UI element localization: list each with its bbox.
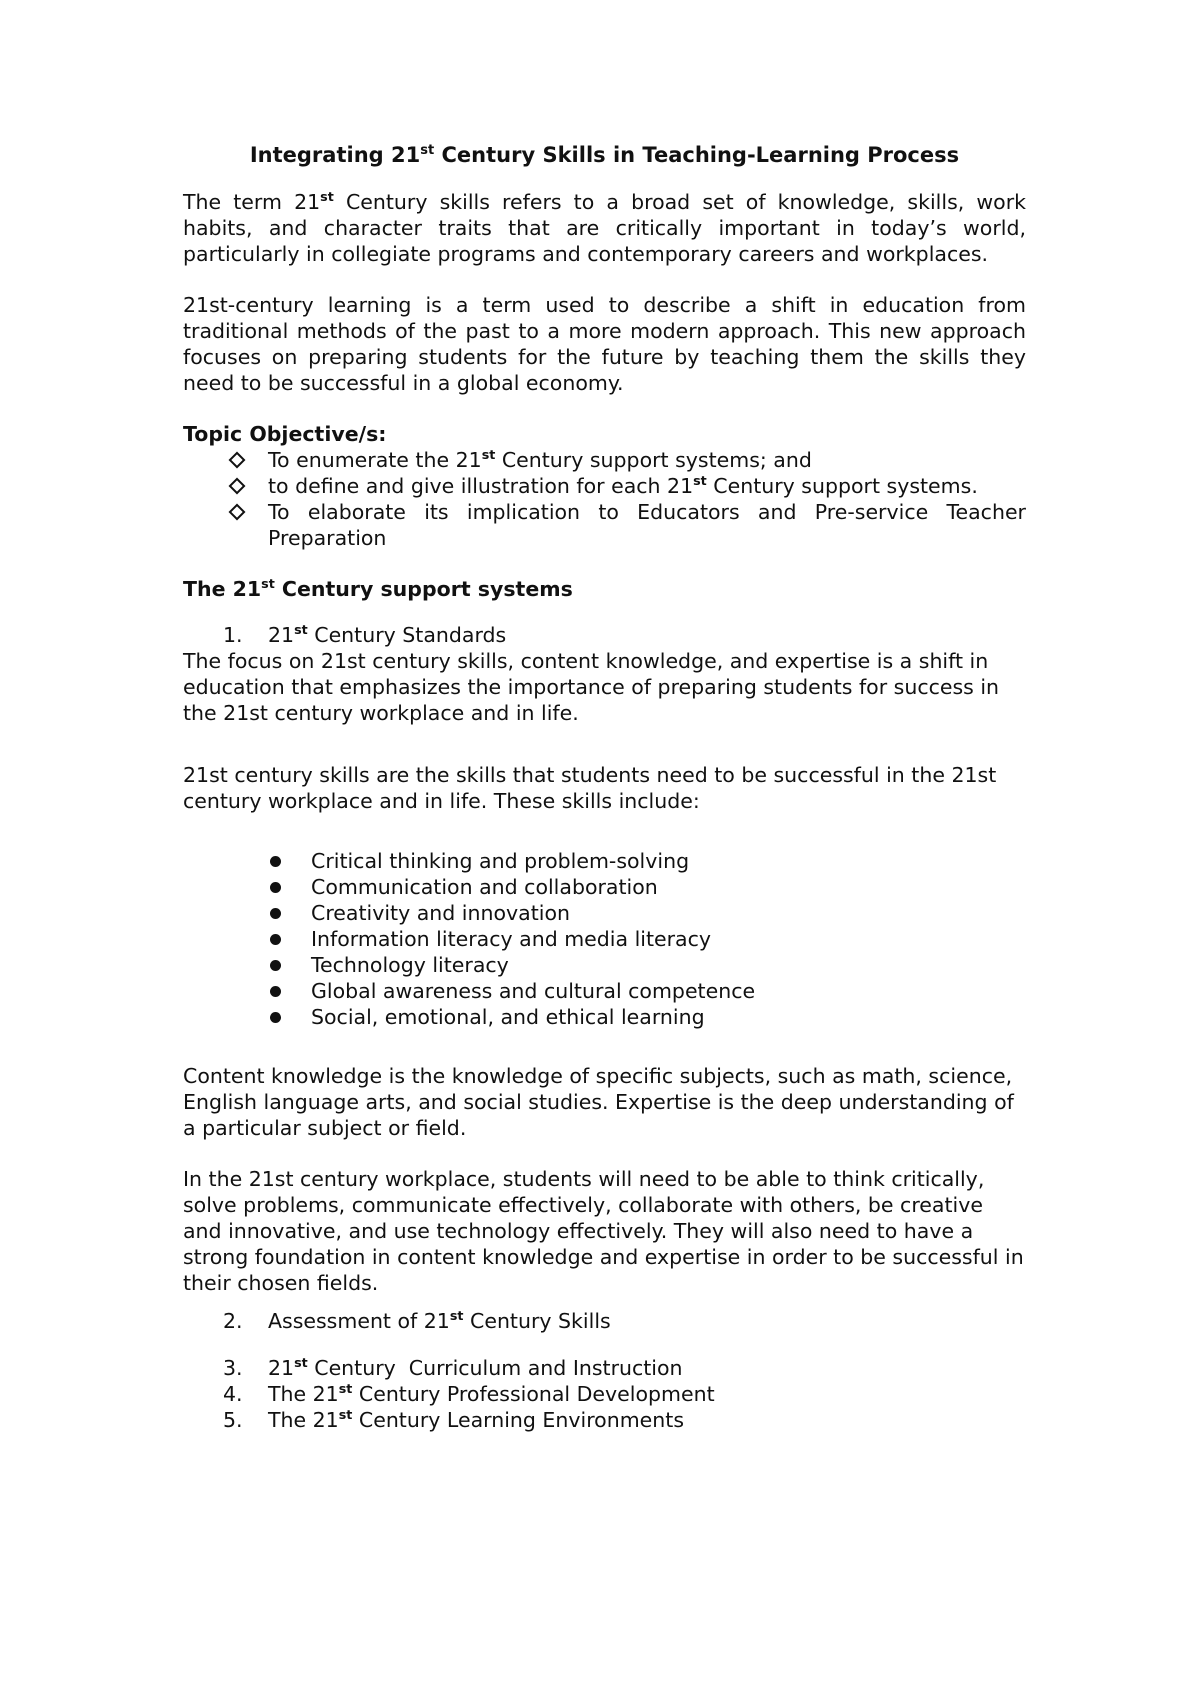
skill-item: Social, emotional, and ethical learning: [183, 1004, 1026, 1030]
numbered-item-1: 1. 21st Century Standards: [223, 622, 507, 647]
workplace-paragraph: In the 21st century workplace, students will need to be able to think critically, solve problems, communicate effectively, collaborate with others, be creative and innovative, and use technology effectively. They will also need to have a strong foundation in content knowledge and expertise in order to be successful in their chosen fields.: [183, 1167, 1024, 1295]
numbered-item-3: 3. 21st Century Curriculum and Instruction: [223, 1355, 683, 1380]
skill-item: Global awareness and cultural competence: [183, 978, 1026, 1004]
intro-paragraph-1: The term 21st Century skills refers to a broad set of knowledge, skills, work habits, and character traits that are critically important in today’s world, particularly in collegiate programs and contemporary careers and workplaces.: [183, 189, 1026, 266]
bullet-icon: [270, 986, 281, 997]
skill-item: Technology literacy: [183, 952, 1026, 978]
numbered-item-4: 4. The 21st Century Professional Development: [223, 1381, 715, 1406]
content-knowledge-paragraph: Content knowledge is the knowledge of specific subjects, such as math, science, English language arts, and social studies. Expertise is the deep understanding of a particular subject or field.: [183, 1064, 1014, 1140]
objectives-list: [183, 447, 1026, 551]
bullet-icon: [270, 856, 281, 867]
skill-item: Critical thinking and problem-solving: [183, 848, 1026, 874]
skills-list: [183, 848, 1026, 1030]
objective-item: to define and give illustration for each 21st Century support systems.: [183, 473, 1026, 499]
numbered-item-2: 2. Assessment of 21st Century Skills: [223, 1308, 611, 1333]
skill-item: Communication and collaboration: [183, 874, 1026, 900]
skills-paragraph: 21st century skills are the skills that students need to be successful in the 21st century workplace and in life. These skills include:: [183, 763, 997, 813]
diamond-bullet-icon: [229, 504, 246, 521]
diamond-bullet-icon: [229, 452, 246, 469]
bullet-icon: [270, 960, 281, 971]
objective-item: To enumerate the 21st Century support systems; and: [183, 447, 1026, 473]
support-systems-heading: The 21st Century support systems: [183, 576, 573, 601]
bullet-icon: [270, 908, 281, 919]
skill-item: Information literacy and media literacy: [183, 926, 1026, 952]
objective-item: To elaborate its implication to Educators and Pre-service Teacher Preparation: [183, 499, 1026, 551]
skill-item: Creativity and innovation: [183, 900, 1026, 926]
diamond-bullet-icon: [229, 478, 246, 495]
bullet-icon: [270, 934, 281, 945]
focus-paragraph: The focus on 21st century skills, content knowledge, and expertise is a shift in education that emphasizes the importance of preparing students for success in the 21st century workplace and in life.: [183, 649, 1000, 725]
numbered-item-5: 5. The 21st Century Learning Environments: [223, 1407, 685, 1432]
intro-paragraph-2: 21st-century learning is a term used to describe a shift in education from traditional methods of the past to a more modern approach. This new approach focuses on preparing students for the future by teaching them the skills they need to be successful in a global economy.: [183, 293, 1026, 395]
document-body: [183, 142, 1026, 1433]
document-title: Integrating 21st Century Skills in Teaching-Learning Process: [249, 142, 960, 167]
bullet-icon: [270, 1012, 281, 1023]
bullet-icon: [270, 882, 281, 893]
objectives-heading: Topic Objective/s:: [183, 422, 387, 446]
